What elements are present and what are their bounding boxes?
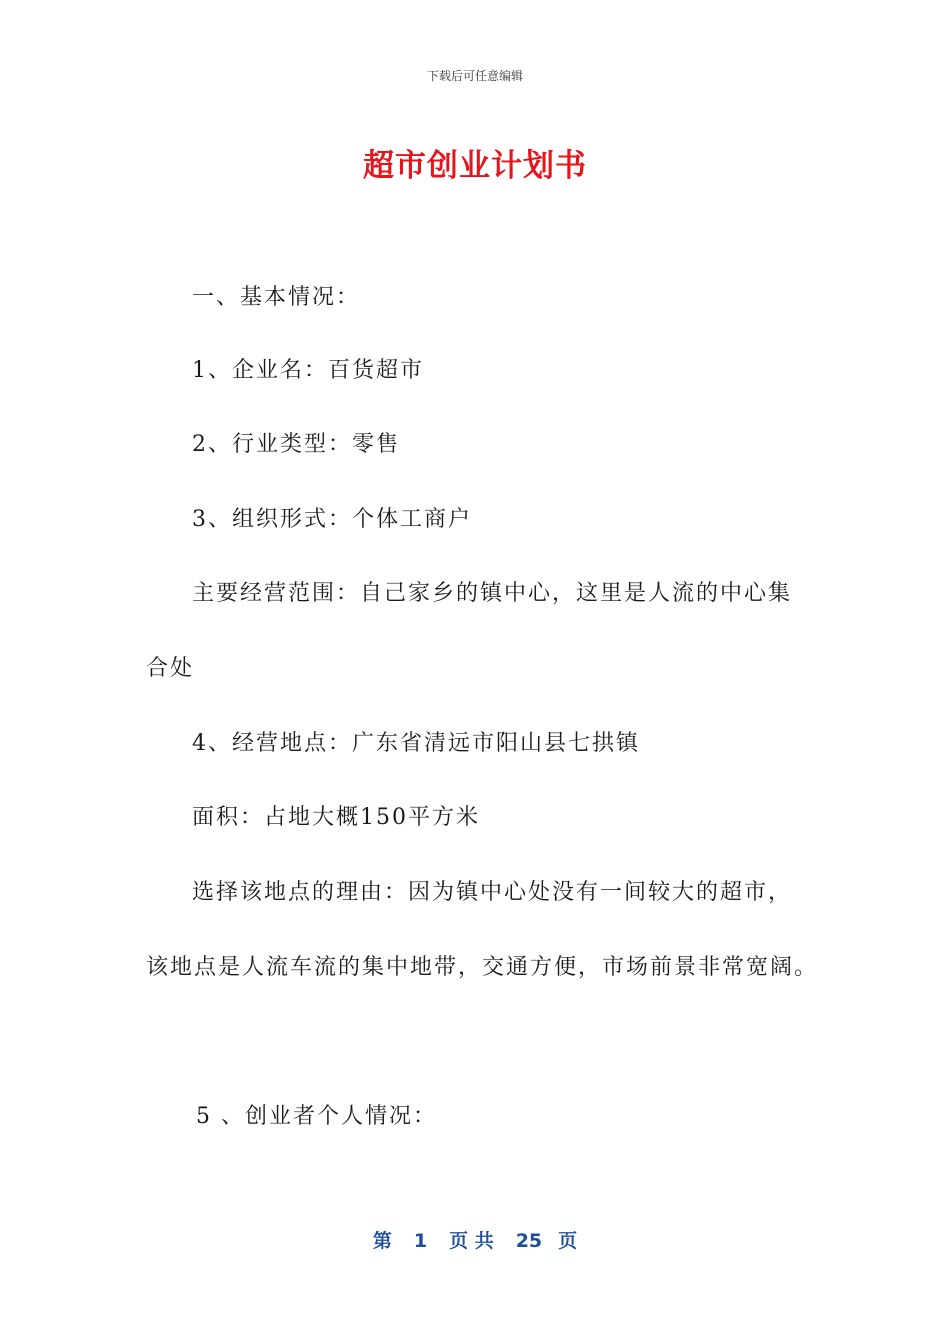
paragraph-founder-heading: 5 、创业者个人情况： xyxy=(196,1104,437,1129)
page-footer xyxy=(0,1226,950,1253)
paragraph-location-reason: 选择该地点的理由：因为镇中心处没有一间较大的超市， xyxy=(192,880,793,905)
header-note: 下载后可任意编辑 xyxy=(426,69,523,83)
paragraph-company-name: 1、企业名：百货超市 xyxy=(192,358,424,383)
footer-mid: 页 共 xyxy=(449,1230,494,1252)
paragraph-business-scope-continued: 合处 xyxy=(146,656,195,681)
paragraph-area: 面积：占地大概150平方米 xyxy=(192,805,480,830)
paragraph-organization-form: 3、组织形式：个体工商户 xyxy=(192,507,472,532)
paragraph-location-reason-continued: 该地点是人流车流的集中地带，交通方便，市场前景非常宽阔。 xyxy=(146,955,819,980)
footer-prefix: 第 xyxy=(372,1230,392,1252)
footer-suffix: 页 xyxy=(558,1230,578,1252)
paragraph-industry-type: 2、行业类型：零售 xyxy=(192,432,400,457)
paragraph-basic-info-heading: 一、基本情况： xyxy=(192,285,361,310)
paragraph-business-location: 4、经营地点：广东省清远市阳山县七拱镇 xyxy=(192,731,640,756)
footer-current-page: 1 xyxy=(413,1230,428,1252)
document-title: 超市创业计划书 xyxy=(363,148,587,184)
footer-total-pages: 25 xyxy=(515,1230,543,1252)
paragraph-business-scope: 主要经营范围：自己家乡的镇中心，这里是人流的中心集 xyxy=(192,581,793,606)
